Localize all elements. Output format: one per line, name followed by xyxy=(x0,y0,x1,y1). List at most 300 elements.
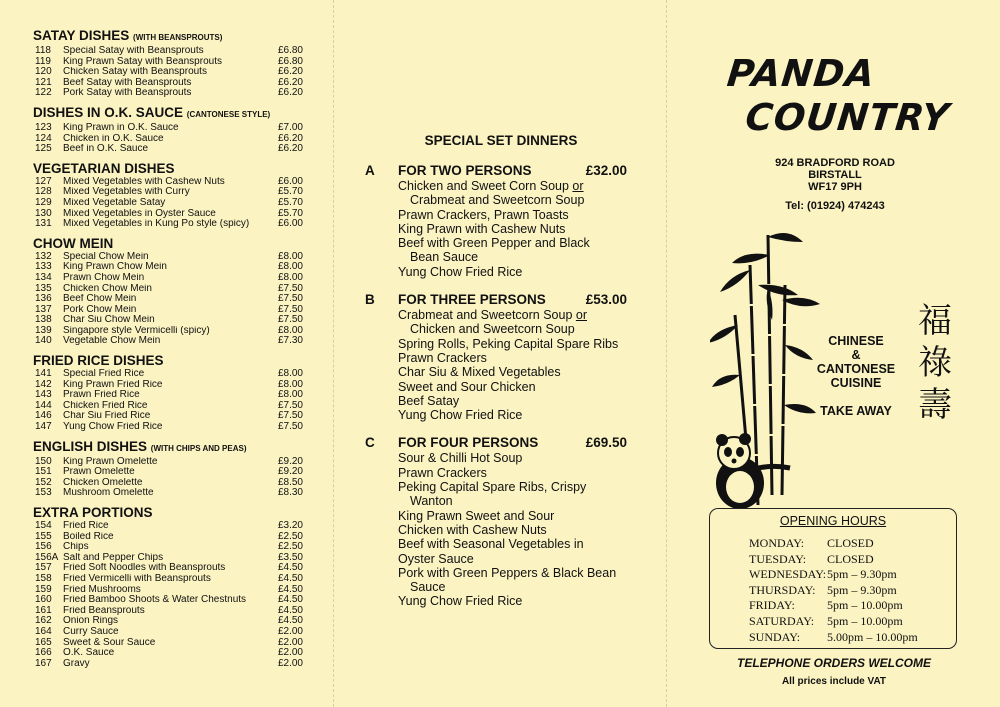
menu-item xyxy=(33,252,303,263)
menu-section xyxy=(33,105,303,155)
item-name: Prawn Omelette xyxy=(63,467,135,478)
item-name: Singapore style Vermicelli (spicy) xyxy=(63,325,210,336)
set-dinner xyxy=(365,291,635,422)
set-item-text: Beef with Seasonal Vegetables in xyxy=(398,537,584,552)
item-number: 118 xyxy=(35,45,51,56)
item-price: £2.00 xyxy=(277,636,303,648)
section-title: VEGETARIAN DISHES xyxy=(33,160,175,176)
menu-list-column xyxy=(33,28,303,675)
set-price: £53.00 xyxy=(585,292,627,308)
item-name: Beef Chow Mein xyxy=(63,294,137,305)
section-heading xyxy=(33,505,303,520)
set-item xyxy=(365,236,635,265)
set-item xyxy=(365,537,635,551)
set-item-or: or xyxy=(575,308,588,323)
menu-item xyxy=(33,488,303,499)
menu-item xyxy=(33,57,303,68)
item-number: 127 xyxy=(35,175,52,187)
item-price: £4.50 xyxy=(277,583,303,595)
item-number: 141 xyxy=(35,368,52,380)
item-name: Curry Sauce xyxy=(63,626,119,637)
item-number: 161 xyxy=(35,604,52,616)
menu-item xyxy=(33,262,303,273)
section-title: CHOW MEIN xyxy=(33,235,114,251)
item-name: Fried Mushrooms xyxy=(63,584,141,595)
item-number: 152 xyxy=(35,476,52,488)
item-price: £6.80 xyxy=(277,55,303,67)
item-price: £2.50 xyxy=(277,530,303,542)
item-number: 119 xyxy=(35,55,51,67)
item-number: 165 xyxy=(35,636,52,648)
logo xyxy=(720,52,956,140)
address-line: WF17 9PH xyxy=(808,181,862,193)
set-item xyxy=(365,594,635,608)
menu-item xyxy=(33,88,303,99)
item-price: £8.00 xyxy=(277,389,303,401)
opening-hours-title: OPENING HOURS xyxy=(779,514,887,528)
menu-item xyxy=(33,46,303,57)
item-price: £8.00 xyxy=(277,261,303,273)
menu-item xyxy=(33,478,303,489)
item-name: Fried Soft Noodles with Beansprouts xyxy=(63,563,226,574)
set-item xyxy=(365,380,635,394)
set-name: FOR TWO PERSONS xyxy=(398,163,532,178)
item-price: £5.70 xyxy=(277,207,303,219)
item-name: Mixed Vegetables in Kung Po style (spicy) xyxy=(63,219,250,230)
menu-item xyxy=(33,422,303,433)
vat-note: All prices include VAT xyxy=(781,676,887,687)
set-dinners-column xyxy=(365,133,635,621)
menu-item xyxy=(33,326,303,337)
item-price: £8.30 xyxy=(277,487,303,499)
menu-item xyxy=(33,315,303,326)
set-name: FOR FOUR PERSONS xyxy=(398,435,539,451)
item-name: Beef Satay with Beansprouts xyxy=(63,77,192,88)
set-item xyxy=(365,179,635,208)
hours-time: 5pm – 9.30pm xyxy=(827,567,897,582)
menu-item xyxy=(33,457,303,468)
item-price: £7.50 xyxy=(277,314,303,326)
item-number: 134 xyxy=(35,271,52,283)
menu-item xyxy=(33,532,303,543)
item-price: £7.30 xyxy=(277,335,303,347)
item-number: 136 xyxy=(35,293,52,305)
item-price: £9.20 xyxy=(277,466,303,478)
item-price: £8.50 xyxy=(277,476,303,488)
cuisine-line: CHINESE xyxy=(828,334,884,348)
item-name: King Prawn Fried Rice xyxy=(63,379,163,390)
item-name: Gravy xyxy=(63,658,90,669)
menu-item xyxy=(33,616,303,627)
set-item-text: King Prawn with Cashew Nuts xyxy=(398,221,566,236)
item-number: 128 xyxy=(35,186,52,198)
chinese-char: 福 xyxy=(918,301,952,341)
set-item xyxy=(365,451,635,465)
menu-item xyxy=(33,187,303,198)
hours-day: SUNDAY: xyxy=(749,629,801,644)
set-heading xyxy=(365,162,635,179)
menu-item xyxy=(33,123,303,134)
set-item xyxy=(365,523,635,537)
set-item xyxy=(365,480,635,509)
item-price: £4.50 xyxy=(277,604,303,616)
menu-item xyxy=(33,144,303,155)
item-number: 132 xyxy=(35,250,52,262)
menu-item xyxy=(33,659,303,670)
set-item xyxy=(365,337,635,351)
hours-day: MONDAY: xyxy=(749,536,805,550)
cuisine-line: & xyxy=(851,348,861,362)
item-price: £8.00 xyxy=(277,324,303,336)
item-price: £4.50 xyxy=(277,615,303,627)
cuisine-line: CANTONESE xyxy=(816,362,896,376)
set-item-text: King Prawn Sweet and Sour xyxy=(398,508,555,523)
item-price: £8.00 xyxy=(277,271,303,283)
menu-item xyxy=(33,198,303,209)
cover-column xyxy=(680,0,1000,707)
menu-section xyxy=(33,439,303,499)
item-price: £6.20 xyxy=(277,132,303,144)
item-name: King Prawn Satay with Beansprouts xyxy=(63,56,222,67)
hours-row xyxy=(710,552,956,568)
item-number: 157 xyxy=(35,562,52,574)
item-price: £5.70 xyxy=(277,196,303,208)
set-price: £69.50 xyxy=(585,435,627,451)
item-name: Chicken Satay with Beansprouts xyxy=(63,67,207,78)
menu-item xyxy=(33,67,303,78)
set-item-text: Beef with Green Pepper and Black xyxy=(398,236,590,251)
menu-item xyxy=(33,467,303,478)
menu-item xyxy=(33,411,303,422)
menu-item xyxy=(33,563,303,574)
set-item-text: Spring Rolls, Peking Capital Spare Ribs xyxy=(398,336,619,351)
set-item-text: Yung Chow Fried Rice xyxy=(398,264,523,279)
item-number: 124 xyxy=(35,132,52,144)
section-title: SATAY DISHES xyxy=(33,28,130,43)
hours-row xyxy=(710,567,956,583)
bamboo-stalk xyxy=(782,285,785,495)
hours-time: 5pm – 9.30pm xyxy=(827,582,897,597)
item-number: 150 xyxy=(35,455,52,467)
item-number: 121 xyxy=(35,76,52,88)
item-name: Chicken in O.K. Sauce xyxy=(63,133,164,144)
cuisine-line: CUISINE xyxy=(830,376,882,390)
menu-section xyxy=(33,28,303,99)
fold-line xyxy=(333,0,334,707)
item-number: 131 xyxy=(35,218,52,230)
set-letter: B xyxy=(365,292,375,308)
item-name: Special Satay with Beansprouts xyxy=(63,46,204,56)
item-name: O.K. Sauce xyxy=(63,648,115,659)
item-name: Char Siu Fried Rice xyxy=(63,411,151,422)
set-heading xyxy=(365,434,635,451)
section-title: FRIED RICE DISHES xyxy=(33,353,164,369)
item-name: Fried Beansprouts xyxy=(63,605,145,616)
hours-day: FRIDAY: xyxy=(749,598,795,613)
menu-item xyxy=(33,134,303,145)
menu-item xyxy=(33,284,303,295)
hours-row xyxy=(710,536,956,552)
set-letter: C xyxy=(365,435,375,451)
menu-section xyxy=(33,505,303,669)
section-heading xyxy=(33,28,303,45)
menu-section xyxy=(33,353,303,433)
set-item xyxy=(365,265,635,279)
item-name: Chicken Omelette xyxy=(63,477,143,488)
item-number: 154 xyxy=(35,520,52,531)
menu-item xyxy=(33,627,303,638)
menu-item xyxy=(33,401,303,412)
address xyxy=(740,157,930,193)
menu-item xyxy=(33,390,303,401)
item-price: £4.50 xyxy=(277,562,303,574)
item-price: £7.50 xyxy=(277,399,303,411)
menu-item xyxy=(33,553,303,564)
set-item-text: Chicken with Cashew Nuts xyxy=(398,522,547,537)
menu-item xyxy=(33,521,303,532)
set-name: FOR THREE PERSONS xyxy=(398,292,546,308)
item-number: 133 xyxy=(35,261,52,273)
set-item-text: Pork with Green Peppers & Black Bean xyxy=(398,565,617,580)
set-item-text: Sour & Chilli Hot Soup xyxy=(398,451,523,466)
set-item-text: Sweet and Sour Chicken xyxy=(398,379,536,394)
item-name: Fried Bamboo Shoots & Water Chestnuts xyxy=(63,595,247,606)
set-list xyxy=(365,162,635,609)
item-price: £7.50 xyxy=(277,293,303,305)
section-heading xyxy=(33,353,303,368)
item-number: 155 xyxy=(35,530,52,542)
menu-item xyxy=(33,78,303,89)
item-price: £2.00 xyxy=(277,647,303,659)
menu-item xyxy=(33,177,303,188)
item-number: 158 xyxy=(35,572,52,584)
set-item xyxy=(365,509,635,523)
set-item xyxy=(365,394,635,408)
hours-time: 5pm – 10.00pm xyxy=(827,598,903,613)
fold-line xyxy=(666,0,667,707)
hours-time: 5pm – 10.00pm xyxy=(827,613,903,628)
set-dinners-title: SPECIAL SET DINNERS xyxy=(424,133,578,148)
item-name: Mixed Vegetable Satay xyxy=(63,197,166,208)
item-name: Fried Vermicelli with Beansprouts xyxy=(63,573,211,584)
section-subtitle: (WITH CHIPS AND PEAS) xyxy=(150,443,247,453)
hours-time: 5.00pm – 10.00pm xyxy=(827,629,918,644)
item-number: 146 xyxy=(35,410,52,422)
item-price: £7.00 xyxy=(277,121,303,133)
item-price: £6.00 xyxy=(277,218,303,230)
item-price: £2.00 xyxy=(277,657,303,669)
item-price: £8.00 xyxy=(277,378,303,390)
item-price: £2.00 xyxy=(277,625,303,637)
set-dinner xyxy=(365,162,635,279)
item-number: 166 xyxy=(35,647,52,659)
item-name: Prawn Fried Rice xyxy=(63,390,140,401)
item-name: King Prawn Omelette xyxy=(63,456,158,467)
item-price: £7.50 xyxy=(277,282,303,294)
section-heading xyxy=(33,161,303,176)
item-price: £7.50 xyxy=(277,303,303,315)
menu-item xyxy=(33,336,303,347)
menu-item xyxy=(33,209,303,220)
item-number: 140 xyxy=(35,335,52,347)
set-letter: A xyxy=(365,163,375,178)
hours-day: WEDNESDAY: xyxy=(749,567,827,582)
item-number: 162 xyxy=(35,615,52,627)
item-price: £2.50 xyxy=(277,541,303,553)
hours-row xyxy=(710,630,956,646)
menu-item xyxy=(33,606,303,617)
bamboo-stalk xyxy=(768,235,772,495)
item-number: 138 xyxy=(35,314,52,326)
item-number: 164 xyxy=(35,625,52,637)
set-heading xyxy=(365,291,635,308)
logo-line-2: COUNTRY xyxy=(743,96,952,139)
cuisine-label xyxy=(800,334,912,390)
hours-day: SATURDAY: xyxy=(749,613,815,628)
set-item-continued: Chicken and Sweetcorn Soup xyxy=(410,322,575,337)
set-item-text: Char Siu & Mixed Vegetables xyxy=(398,365,561,380)
menu-item xyxy=(33,585,303,596)
item-price: £8.00 xyxy=(277,368,303,380)
set-item-text: Yung Chow Fried Rice xyxy=(398,594,523,609)
item-name: Mixed Vegetables with Cashew Nuts xyxy=(63,176,225,187)
item-name: Yung Chow Fried Rice xyxy=(63,422,163,433)
menu-item xyxy=(33,369,303,380)
item-number: 147 xyxy=(35,421,52,433)
item-price: £4.50 xyxy=(277,594,303,606)
telephone: Tel: (01924) 474243 xyxy=(785,200,885,212)
item-name: Special Fried Rice xyxy=(63,369,145,380)
item-name: Mushroom Omelette xyxy=(63,488,154,499)
item-number: 156 xyxy=(35,541,52,553)
set-item xyxy=(365,351,635,365)
item-name: Vegetable Chow Mein xyxy=(63,336,161,347)
menu-item xyxy=(33,305,303,316)
item-name: King Prawn Chow Mein xyxy=(63,262,167,273)
chinese-char: 祿 xyxy=(918,343,952,383)
set-item-continued: Sauce xyxy=(410,580,446,595)
set-item-text: Prawn Crackers xyxy=(398,465,487,480)
menu-item xyxy=(33,273,303,284)
set-item xyxy=(365,308,635,337)
item-number: 137 xyxy=(35,303,52,315)
opening-hours-box xyxy=(709,508,957,649)
set-item xyxy=(365,408,635,422)
item-name: Onion Rings xyxy=(63,616,119,627)
hours-day: THURSDAY: xyxy=(749,582,816,597)
set-item-text: Oyster Sauce xyxy=(398,551,474,566)
hours-time: CLOSED xyxy=(827,536,874,550)
item-price: £6.20 xyxy=(277,87,303,99)
item-name: Pork Satay with Beansprouts xyxy=(63,88,192,99)
set-item-text: Chicken and Sweet Corn Soup xyxy=(398,179,573,193)
item-number: 139 xyxy=(35,324,52,336)
item-price: £3.20 xyxy=(277,520,303,531)
telephone-orders-note: TELEPHONE ORDERS WELCOME xyxy=(736,656,931,670)
address-line: BIRSTALL xyxy=(808,169,862,181)
item-name: King Prawn in O.K. Sauce xyxy=(63,122,179,133)
item-name: Char Siu Chow Mein xyxy=(63,315,155,326)
panda-icon xyxy=(716,433,790,509)
set-item-continued: Wanton xyxy=(410,494,453,509)
menu-section xyxy=(33,161,303,230)
hours-row xyxy=(710,614,956,630)
section-subtitle: (CANTONESE STYLE) xyxy=(186,109,271,119)
set-dinner xyxy=(365,434,635,608)
item-name: Salt and Pepper Chips xyxy=(63,552,164,563)
take-away-label: TAKE AWAY xyxy=(820,404,892,418)
opening-hours-list xyxy=(710,536,956,645)
menu-item xyxy=(33,574,303,585)
item-name: Chicken Fried Rice xyxy=(63,400,148,411)
item-name: Chips xyxy=(63,542,89,553)
item-number: 143 xyxy=(35,389,52,401)
item-number: 144 xyxy=(35,399,52,411)
item-price: £6.00 xyxy=(277,175,303,187)
item-price: £6.20 xyxy=(277,143,303,155)
chinese-characters xyxy=(915,300,955,426)
item-number: 123 xyxy=(35,121,52,133)
item-number: 135 xyxy=(35,282,52,294)
set-item xyxy=(365,552,635,566)
hours-time: CLOSED xyxy=(827,551,874,566)
menu-item xyxy=(33,638,303,649)
section-heading xyxy=(33,105,303,122)
item-name: Special Chow Mein xyxy=(63,251,149,262)
item-price: £8.00 xyxy=(277,250,303,262)
item-number: 159 xyxy=(35,583,52,595)
item-name: Sweet & Sour Sauce xyxy=(63,637,156,648)
item-number: 153 xyxy=(35,487,52,499)
set-item-text: Beef Satay xyxy=(398,393,460,408)
item-number: 125 xyxy=(35,143,52,155)
item-number: 122 xyxy=(35,87,52,99)
set-item-continued: Bean Sauce xyxy=(410,250,479,265)
menu-item xyxy=(33,380,303,391)
set-item-text: Crabmeat and Sweetcorn Soup xyxy=(398,308,576,323)
item-number: 120 xyxy=(35,66,52,78)
item-price: £7.50 xyxy=(277,410,303,422)
menu-item xyxy=(33,595,303,606)
section-heading xyxy=(33,236,303,251)
item-name: Pork Chow Mein xyxy=(63,304,137,315)
item-number: 160 xyxy=(35,594,52,606)
set-price: £32.00 xyxy=(585,163,627,178)
item-number: 142 xyxy=(35,378,52,390)
item-price: £4.50 xyxy=(277,572,303,584)
set-item-text: Peking Capital Spare Ribs, Crispy xyxy=(398,480,587,495)
section-title: ENGLISH DISHES xyxy=(33,438,148,454)
set-item-text: Prawn Crackers, Prawn Toasts xyxy=(398,207,569,222)
address-line: 924 BRADFORD ROAD xyxy=(775,157,895,169)
item-price: £5.70 xyxy=(277,186,303,198)
chinese-char: 壽 xyxy=(918,385,952,425)
set-item xyxy=(365,365,635,379)
item-price: £6.20 xyxy=(277,76,303,88)
set-item-continued: Crabmeat and Sweetcorn Soup xyxy=(410,193,585,208)
item-name: Chicken Chow Mein xyxy=(63,283,152,294)
item-name: Mixed Vegetables in Oyster Sauce xyxy=(63,208,216,219)
hours-day: TUESDAY: xyxy=(749,551,807,566)
section-title: EXTRA PORTIONS xyxy=(33,505,153,520)
item-name: Prawn Chow Mein xyxy=(63,272,145,283)
set-item xyxy=(365,466,635,480)
menu-item xyxy=(33,542,303,553)
item-name: Fried Rice xyxy=(63,521,109,531)
set-item-text: Prawn Crackers xyxy=(398,350,487,365)
item-name: Beef in O.K. Sauce xyxy=(63,144,149,155)
set-item xyxy=(365,222,635,236)
